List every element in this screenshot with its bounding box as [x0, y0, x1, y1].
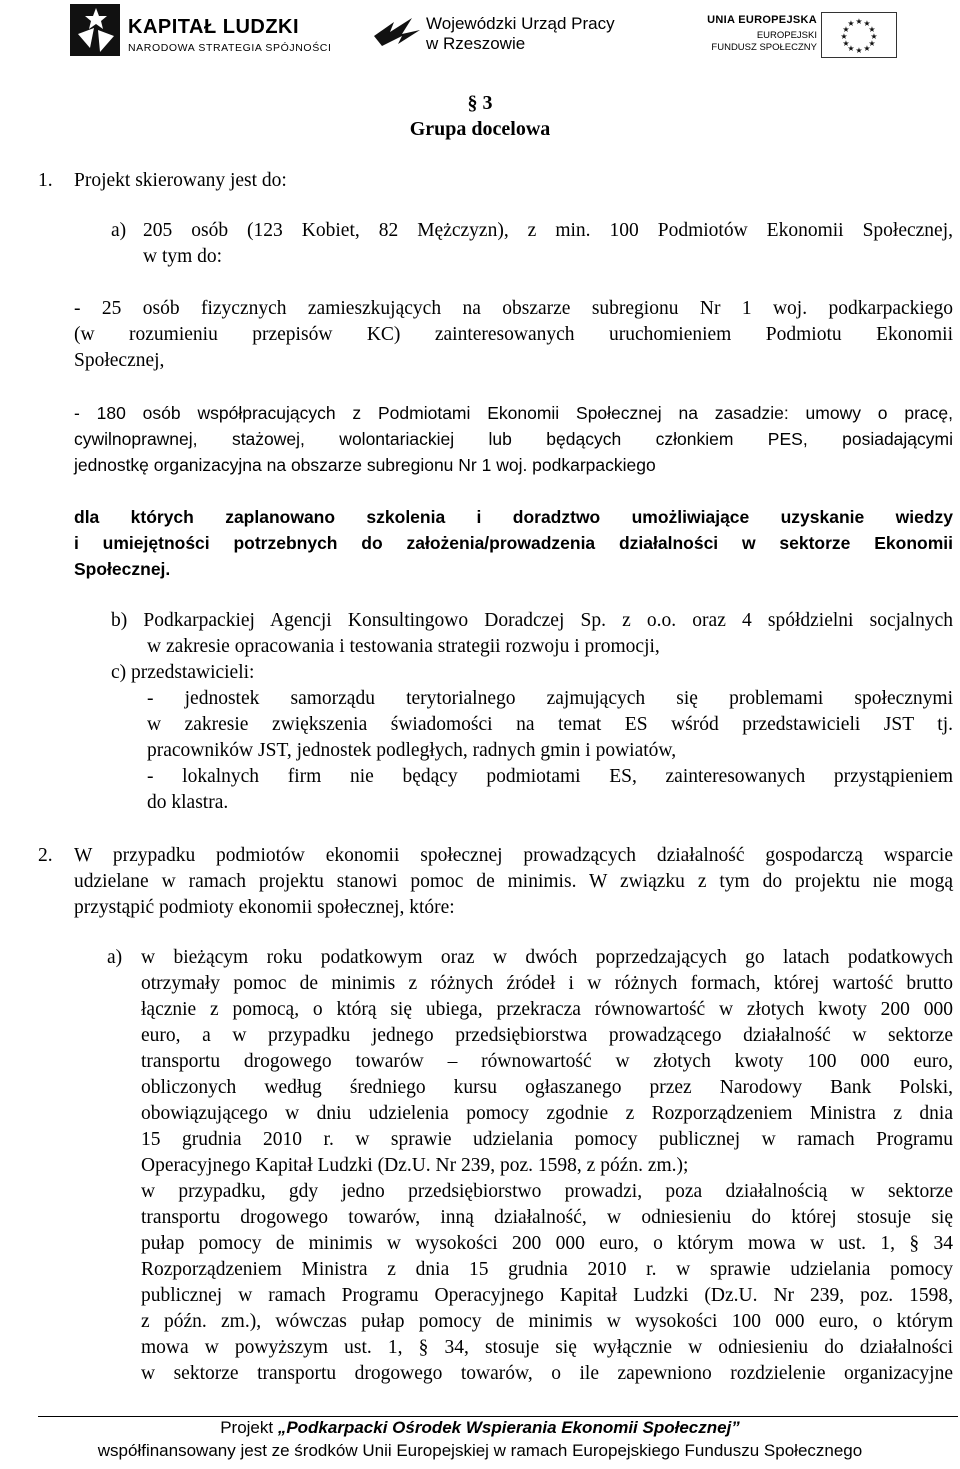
p2-a-line: transportu drogowego towarów – równowartość w złotych kwoty 100 000 euro,	[141, 1051, 953, 1072]
footer-project-title: „Podkarpacki Ośrodek Wspierania Ekonomii Społecznej”	[277, 1418, 740, 1437]
eu-line3: FUNDUSZ SPOŁECZNY	[711, 42, 817, 53]
wup-name-line2: w Rzeszowie	[426, 34, 526, 53]
svg-text:★: ★	[842, 39, 850, 48]
p1-b-line1: b) Podkarpackiej Agencji Konsultingowo Doradczej Sp. z o.o. oraz 4 spółdzielni socjalnych	[111, 610, 953, 631]
group25-line2: (w rozumieniu przepisów KC) zainteresowanych uruchomieniem Podmiotu Ekonomii	[74, 324, 953, 345]
group180-line2: cywilnoprawnej, stażowej, wolontariackiej lub będących członkiem PES, posiadającymi	[74, 429, 953, 449]
group180-line1: - 180 osób współpracujących z Podmiotami Ekonomii Społecznej na zasadzie: umowy o pracę,	[74, 403, 953, 423]
p1-b-line2: w zakresie opracowania i testowania strategii rozwoju i promocji,	[147, 636, 660, 657]
p2-line1: W przypadku podmiotów ekonomii społecznej prowadzących działalność gospodarczą wsparcie	[74, 845, 953, 866]
bold-line1: dla których zaplanowano szkolenia i doradztwo umożliwiające uzyskanie wiedzy	[74, 507, 953, 527]
kapital-ludzki-title: KAPITAŁ LUDZKI	[128, 16, 300, 38]
footer-line1	[0, 1418, 960, 1438]
p2-a-line: 15 grudnia 2010 r. w sprawie udzielania pomocy publicznej w ramach Programu	[141, 1129, 953, 1150]
svg-text:★: ★	[855, 46, 863, 55]
section-number: § 3	[467, 92, 493, 114]
kapital-ludzki-subtitle: NARODOWA STRATEGIA SPÓJNOŚCI	[128, 42, 332, 54]
p2-a-line: obliczonych według średniego kursu ogłaszanego przez Narodowy Bank Polski,	[141, 1077, 953, 1098]
p2-a-line: mowa w powyższym ust. 1, § 34, stosuje się wyłącznie w odniesieniu do działalności	[141, 1337, 953, 1358]
group25-line1: - 25 osób fizycznych zamieszkujących na obszarze subregionu Nr 1 woj. podkarpackiego	[74, 298, 953, 319]
p2-a-line: w sektorze transportu drogowego towarów, o ile zapewniono rozdzielenie organizacyjne	[141, 1363, 953, 1384]
p2-a-line: publicznej w ramach Programu Operacyjnego Kapitał Ludzki (Dz.U. Nr 239, poz. 1598,	[141, 1285, 953, 1306]
p2-a-line: łącznie z pomocą, o którą się ubiega, przekracza równowartość w złotych kwoty 200 000	[141, 999, 953, 1020]
svg-text:★: ★	[868, 39, 876, 48]
p1-c-line1: c) przedstawicieli:	[111, 662, 255, 683]
svg-text:★: ★	[847, 44, 855, 53]
p2-a-line: Operacyjnego Kapitał Ludzki (Dz.U. Nr 239, poz. 1598, z późn. zm.);	[141, 1155, 689, 1176]
eu-line1: UNIA EUROPEJSKA	[707, 14, 817, 26]
p2-a-line: euro, a w przypadku jednego przedsiębiorstwa prowadzącego działalność w sektorze	[141, 1025, 953, 1046]
wup-bird-icon	[372, 16, 422, 50]
group25-line3: Społecznej,	[74, 350, 165, 371]
p2-a-line: obowiązującego w dniu udzielenia pomocy zgodnie z Rozporządzeniem Ministra z dnia	[141, 1103, 953, 1124]
p2-num: 2.	[38, 845, 53, 866]
kapital-ludzki-mark-icon	[70, 4, 120, 56]
svg-text:★: ★	[870, 32, 878, 41]
p1-a-label: a)	[111, 220, 127, 241]
p1-a-line1: 205 osób (123 Kobiet, 82 Mężczyzn), z min. 100 Podmiotów Ekonomii Społecznej,	[143, 220, 953, 241]
eu-line2: EUROPEJSKI	[756, 30, 817, 41]
p2-line2: udzielane w ramach projektu stanowi pomoc de minimis. W związku z tym do projektu nie mogą	[74, 871, 953, 892]
p1-c1-line2: w zakresie zwiększenia świadomości na temat ES wśród przedstawicieli JST tj.	[147, 714, 953, 735]
p1-num: 1.	[38, 170, 53, 191]
bold-line3: Społecznej.	[74, 559, 171, 579]
p2-a-line: z późn. zm.), wówczas pułap pomocy de minimis w wysokości 100 000 euro, o którym	[141, 1311, 953, 1332]
group180-line3: jednostkę organizacyjna na obszarze subregionu Nr 1 woj. podkarpackiego	[74, 455, 656, 475]
p2-a-line: w przypadku, gdy jedno przedsiębiorstwo prowadzi, poza działalnością w sektorze	[141, 1181, 953, 1202]
p1-c2-line1: - lokalnych firm nie będący podmiotami ES, zainteresowanych przystąpieniem	[147, 766, 953, 787]
svg-text:★: ★	[855, 17, 863, 26]
p2-a-line: transportu drogowego towarów, inną działalność, w odniesieniu do której stosuje się	[141, 1207, 953, 1228]
p1-c2-line2: do klastra.	[147, 792, 229, 813]
eu-flag-icon	[821, 12, 897, 58]
p1-c1-line3: pracowników JST, jednostek podległych, radnych gmin i powiatów,	[147, 740, 677, 761]
p2-a-line: w bieżącym roku podatkowym oraz w dwóch poprzedzających go latach podatkowych	[141, 947, 953, 968]
wup-name-line1: Wojewódzki Urząd Pracy	[426, 14, 615, 33]
eu-logo	[707, 12, 897, 58]
p2-a-line: Rozporządzeniem Ministra z dnia 15 grudnia 2010 r. w sprawie udzielania pomocy	[141, 1259, 953, 1280]
svg-text:★: ★	[842, 25, 850, 34]
svg-text:★: ★	[847, 19, 855, 28]
page-header	[0, 0, 960, 62]
p2-a-line: pułap pomocy de minimis w wysokości 200 000 euro, o którym mowa w ust. 1, § 34	[141, 1233, 953, 1254]
svg-text:★: ★	[863, 44, 871, 53]
svg-text:★: ★	[868, 25, 876, 34]
p2-line3: przystąpić podmioty ekonomii społecznej, które:	[74, 897, 455, 918]
section-title: Grupa docelowa	[409, 118, 551, 140]
footer-prefix: Projekt	[220, 1418, 278, 1437]
footer-divider	[38, 1416, 958, 1417]
p2-a-text	[141, 945, 953, 1387]
p1-a-line2: w tym do:	[143, 246, 223, 267]
wup-logo	[372, 12, 632, 56]
svg-text:★: ★	[840, 32, 848, 41]
bold-line2: i umiejętności potrzebnych do założenia/prowadzenia działalności w sektorze Ekonomii	[74, 533, 953, 553]
p1-text: Projekt skierowany jest do:	[74, 170, 287, 191]
kapital-ludzki-logo	[70, 4, 332, 56]
p2-a-label: a)	[107, 947, 123, 968]
p1-c1-line1: - jednostek samorządu terytorialnego zajmujących się problemami społecznymi	[147, 688, 953, 709]
p2-a-line: otrzymały pomoc de minimis z różnych źródeł i w różnych formach, której wartość brutto	[141, 973, 953, 994]
svg-text:★: ★	[863, 19, 871, 28]
footer-line2: współfinansowany jest ze środków Unii Europejskiej w ramach Europejskiego Funduszu Społecznego	[97, 1441, 863, 1460]
